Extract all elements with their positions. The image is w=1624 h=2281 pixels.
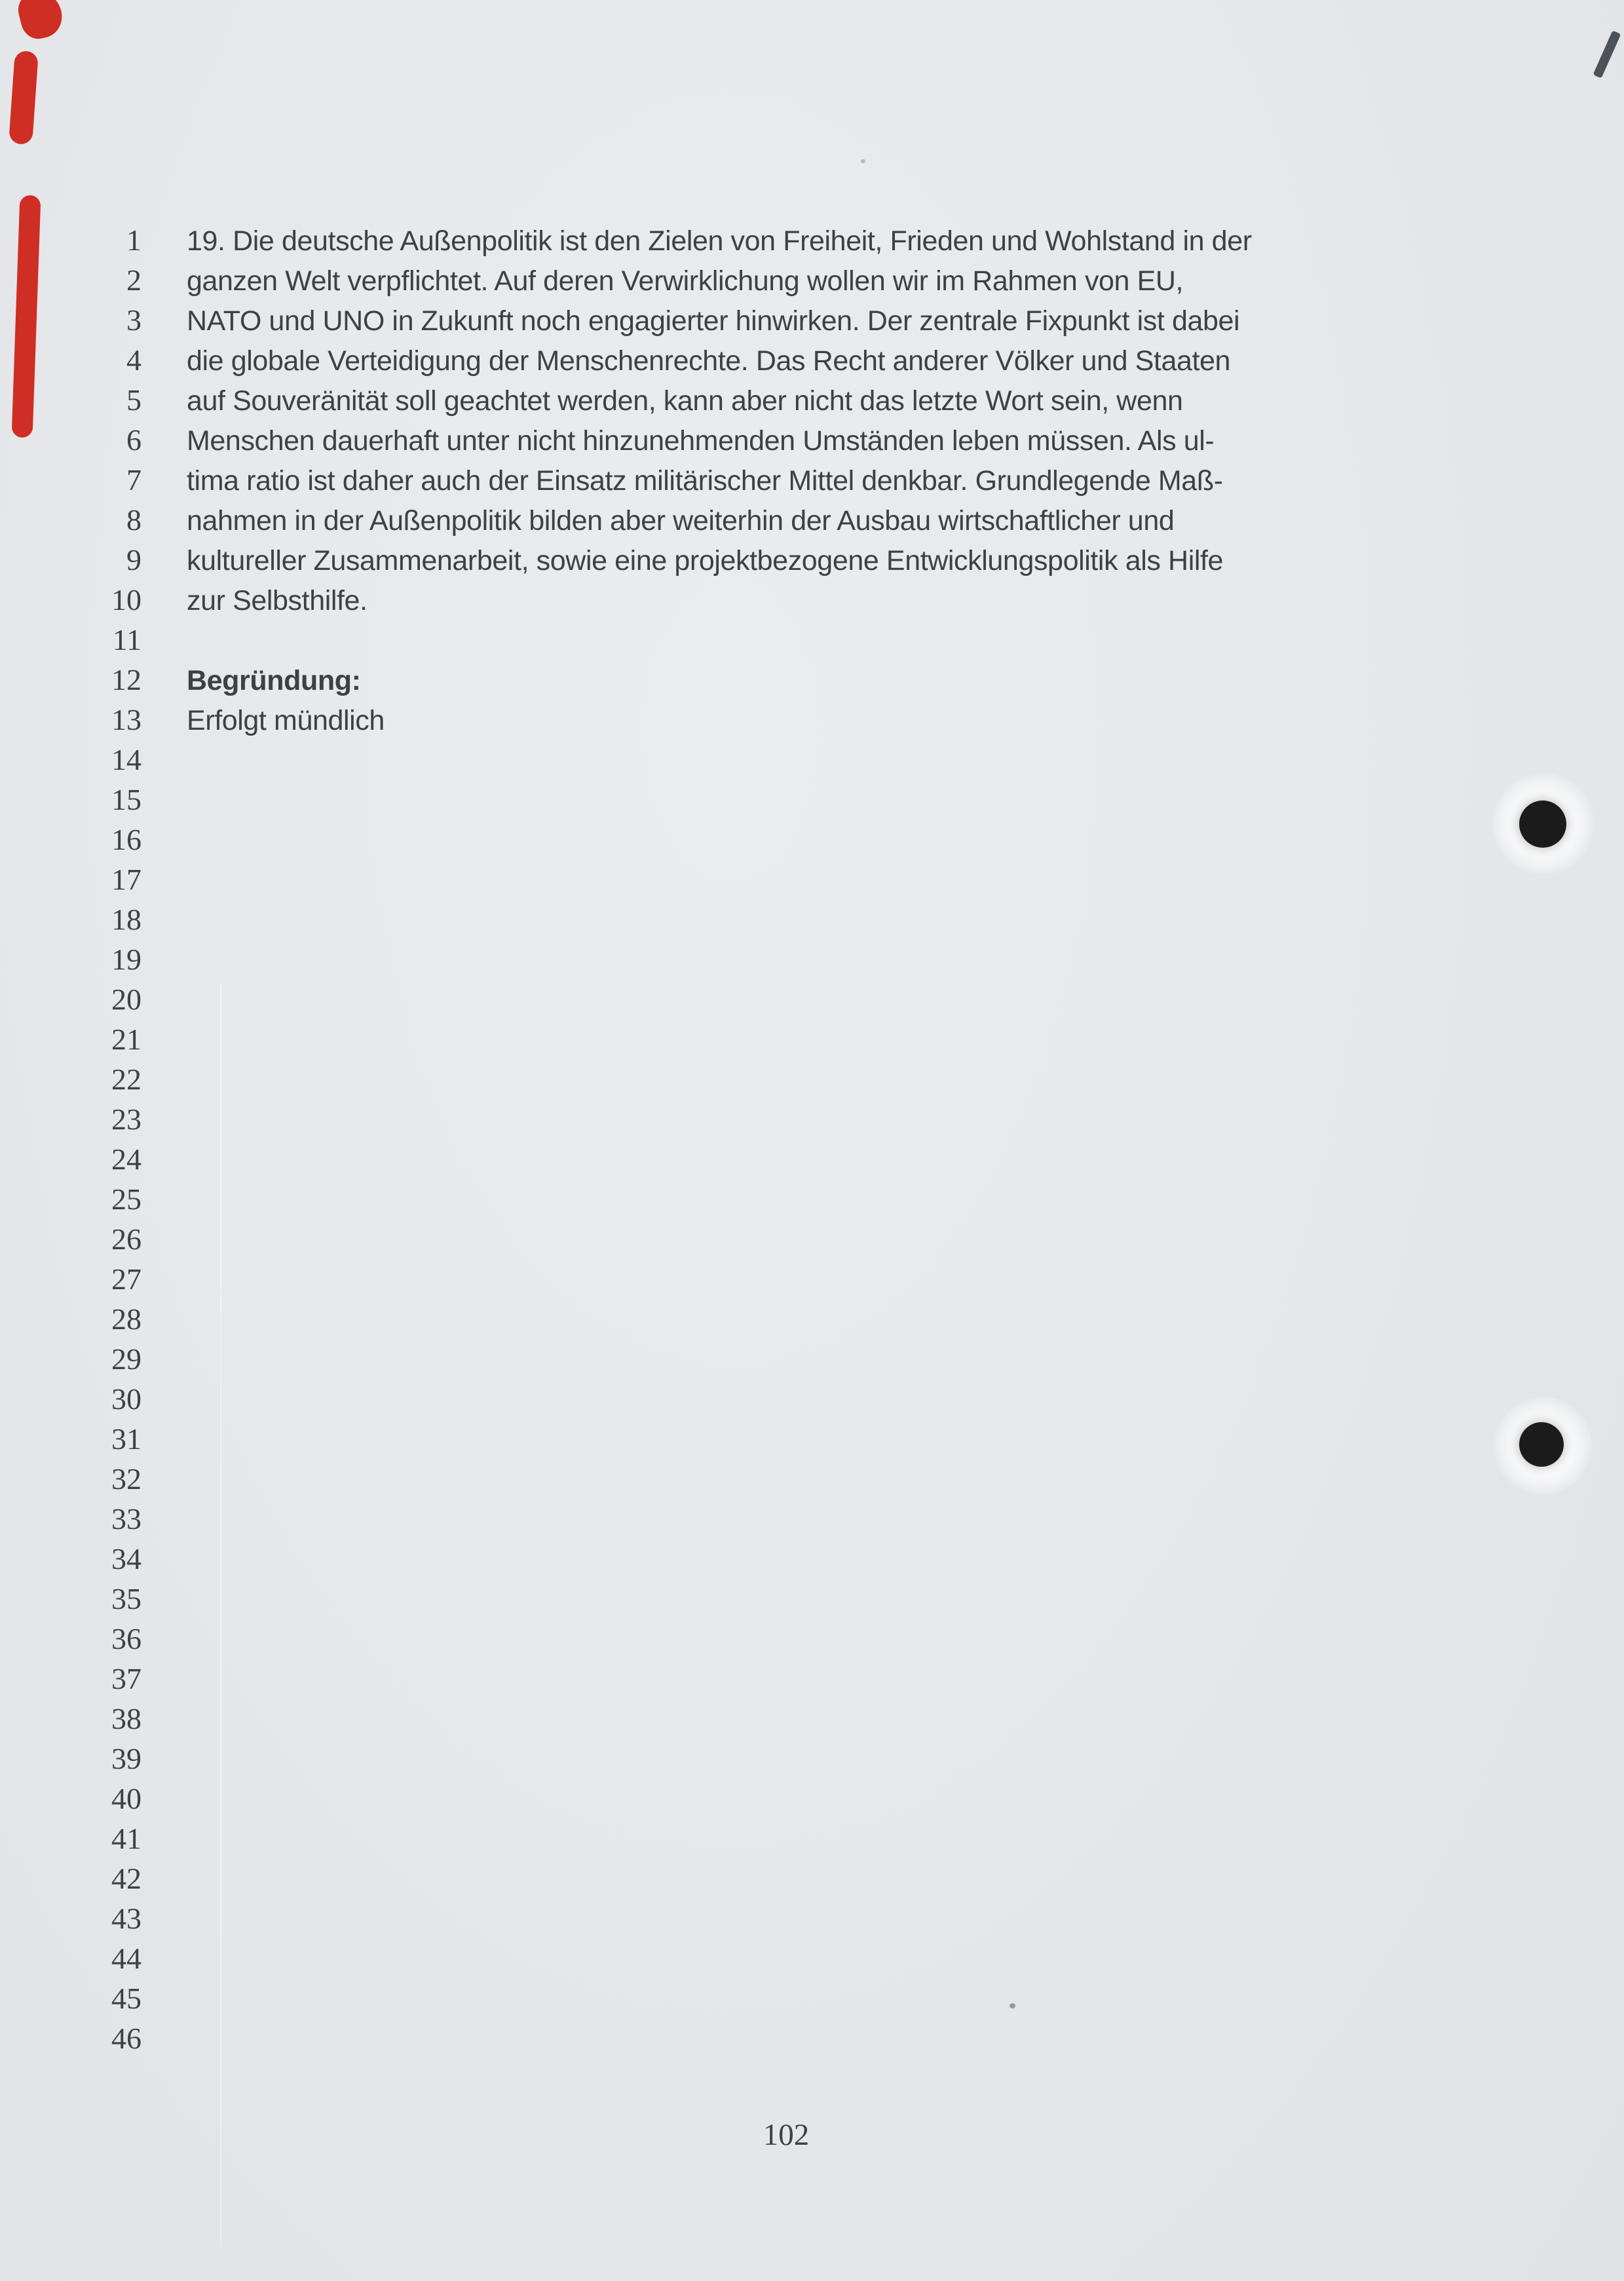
- line-text: tima ratio ist daher auch der Einsatz militärischer Mittel denkbar. Grundlegende Maß-: [187, 465, 1223, 497]
- line-text: die globale Verteidigung der Menschenrechte. Das Recht anderer Völker und Staaten: [187, 345, 1231, 377]
- line-number: 35: [111, 1582, 142, 1615]
- line-text: auf Souveränität soll geachtet werden, kann aber nicht das letzte Wort sein, wenn: [187, 385, 1183, 417]
- line-text: Erfolgt mündlich: [187, 705, 385, 736]
- line-text: Menschen dauerhaft unter nicht hinzunehmenden Umständen leben müssen. Als ul-: [187, 425, 1215, 457]
- line-number: 12: [111, 663, 142, 696]
- line-row: [0, 700, 1454, 740]
- line-row: [0, 859, 1454, 899]
- line-row: [0, 500, 1454, 540]
- line-text: 19. Die deutsche Außenpolitik ist den Zielen von Freiheit, Frieden und Wohlstand in der: [187, 225, 1252, 257]
- line-number: 15: [111, 783, 142, 816]
- line-number: 43: [111, 1902, 142, 1935]
- line-number: 29: [111, 1342, 142, 1376]
- line-row: [0, 1659, 1454, 1699]
- line-row: [0, 1978, 1454, 2018]
- line-number: 36: [111, 1622, 142, 1655]
- line-text: nahmen in der Außenpolitik bilden aber weiterhin der Ausbau wirtschaftlicher und: [187, 505, 1175, 537]
- line-row: [0, 1699, 1454, 1739]
- line-number: 46: [111, 2022, 142, 2055]
- line-number: 40: [111, 1782, 142, 1815]
- line-row: [0, 939, 1454, 979]
- line-number: 42: [111, 1862, 142, 1895]
- line-row: [0, 1499, 1454, 1539]
- line-number: 31: [111, 1422, 142, 1456]
- line-number: 24: [111, 1142, 142, 1176]
- line-row: [0, 1938, 1454, 1978]
- line-text: zur Selbsthilfe.: [187, 585, 368, 616]
- line-number: 21: [111, 1023, 142, 1056]
- line-number: 13: [111, 703, 142, 736]
- line-number: 14: [111, 743, 142, 776]
- line-row: [0, 1898, 1454, 1938]
- line-row: [0, 1019, 1454, 1059]
- line-number: 23: [111, 1103, 142, 1136]
- line-number: 1: [126, 223, 142, 257]
- line-row: [0, 300, 1454, 340]
- line-number: 37: [111, 1662, 142, 1695]
- line-number: 38: [111, 1702, 142, 1735]
- line-row: [0, 460, 1454, 500]
- line-row: [0, 979, 1454, 1019]
- line-number: 16: [111, 823, 142, 856]
- line-number: 11: [112, 623, 142, 656]
- line-number: 6: [126, 423, 142, 457]
- line-row: [0, 380, 1454, 420]
- line-number: 20: [111, 983, 142, 1016]
- line-text: ganzen Welt verpflichtet. Auf deren Verwirklichung wollen wir im Rahmen von EU,: [187, 265, 1184, 297]
- line-row: [0, 260, 1454, 300]
- line-row: [0, 540, 1454, 580]
- hole-punch: [1519, 1422, 1564, 1467]
- page-number: 102: [763, 2118, 810, 2152]
- line-number: 5: [126, 383, 142, 417]
- line-number: 41: [111, 1822, 142, 1855]
- line-row: [0, 1539, 1454, 1579]
- line-row: [0, 660, 1454, 700]
- line-number: 10: [111, 583, 142, 616]
- line-row: [0, 220, 1454, 260]
- line-number: 32: [111, 1462, 142, 1496]
- line-row: [0, 1419, 1454, 1459]
- line-row: [0, 420, 1454, 460]
- line-row: [0, 1739, 1454, 1779]
- line-row: [0, 1779, 1454, 1819]
- line-number: 26: [111, 1222, 142, 1256]
- line-row: [0, 580, 1454, 620]
- line-number: 19: [111, 943, 142, 976]
- line-row: [0, 1219, 1454, 1259]
- line-row: [0, 1858, 1454, 1898]
- line-row: [0, 620, 1454, 660]
- hole-punch: [1519, 801, 1566, 848]
- line-number: 22: [111, 1063, 142, 1096]
- line-number: 8: [126, 503, 142, 537]
- line-row: [0, 1299, 1454, 1339]
- line-row: [0, 1619, 1454, 1659]
- line-text: NATO und UNO in Zukunft noch engagierter hinwirken. Der zentrale Fixpunkt ist dabei: [187, 305, 1240, 337]
- line-row: [0, 820, 1454, 859]
- line-row: [0, 2018, 1454, 2058]
- line-row: [0, 1179, 1454, 1219]
- line-text: kultureller Zusammenarbeit, sowie eine projektbezogene Entwicklungspolitik als Hilfe: [187, 545, 1224, 576]
- line-row: [0, 1099, 1454, 1139]
- line-number: 4: [126, 343, 142, 377]
- line-number: 30: [111, 1382, 142, 1416]
- line-number: 2: [126, 263, 142, 297]
- line-row: [0, 1459, 1454, 1499]
- red-marker-blob: [14, 0, 66, 43]
- scan-corner-artifact: [1593, 30, 1621, 78]
- line-number: 45: [111, 1982, 142, 2015]
- red-marker-stroke: [9, 50, 39, 145]
- line-row: [0, 1339, 1454, 1379]
- line-number: 18: [111, 903, 142, 936]
- line-row: [0, 1059, 1454, 1099]
- line-row: [0, 1379, 1454, 1419]
- line-row: [0, 780, 1454, 820]
- line-row: [0, 899, 1454, 939]
- line-number: 3: [126, 303, 142, 337]
- line-number: 27: [111, 1262, 142, 1296]
- paper-speck: [861, 159, 865, 163]
- line-number: 34: [111, 1542, 142, 1575]
- line-text: Begründung:: [187, 665, 361, 696]
- line-row: [0, 1139, 1454, 1179]
- line-row: [0, 740, 1454, 780]
- line-number: 33: [111, 1502, 142, 1536]
- line-number: 39: [111, 1742, 142, 1775]
- line-row: [0, 1579, 1454, 1619]
- line-number: 17: [111, 863, 142, 896]
- line-number: 28: [111, 1302, 142, 1336]
- line-list: [0, 220, 1454, 2058]
- line-row: [0, 1259, 1454, 1299]
- line-number: 7: [126, 463, 142, 497]
- line-number: 9: [126, 543, 142, 576]
- line-row: [0, 340, 1454, 380]
- line-number: 44: [111, 1942, 142, 1975]
- line-row: [0, 1819, 1454, 1858]
- line-number: 25: [111, 1182, 142, 1216]
